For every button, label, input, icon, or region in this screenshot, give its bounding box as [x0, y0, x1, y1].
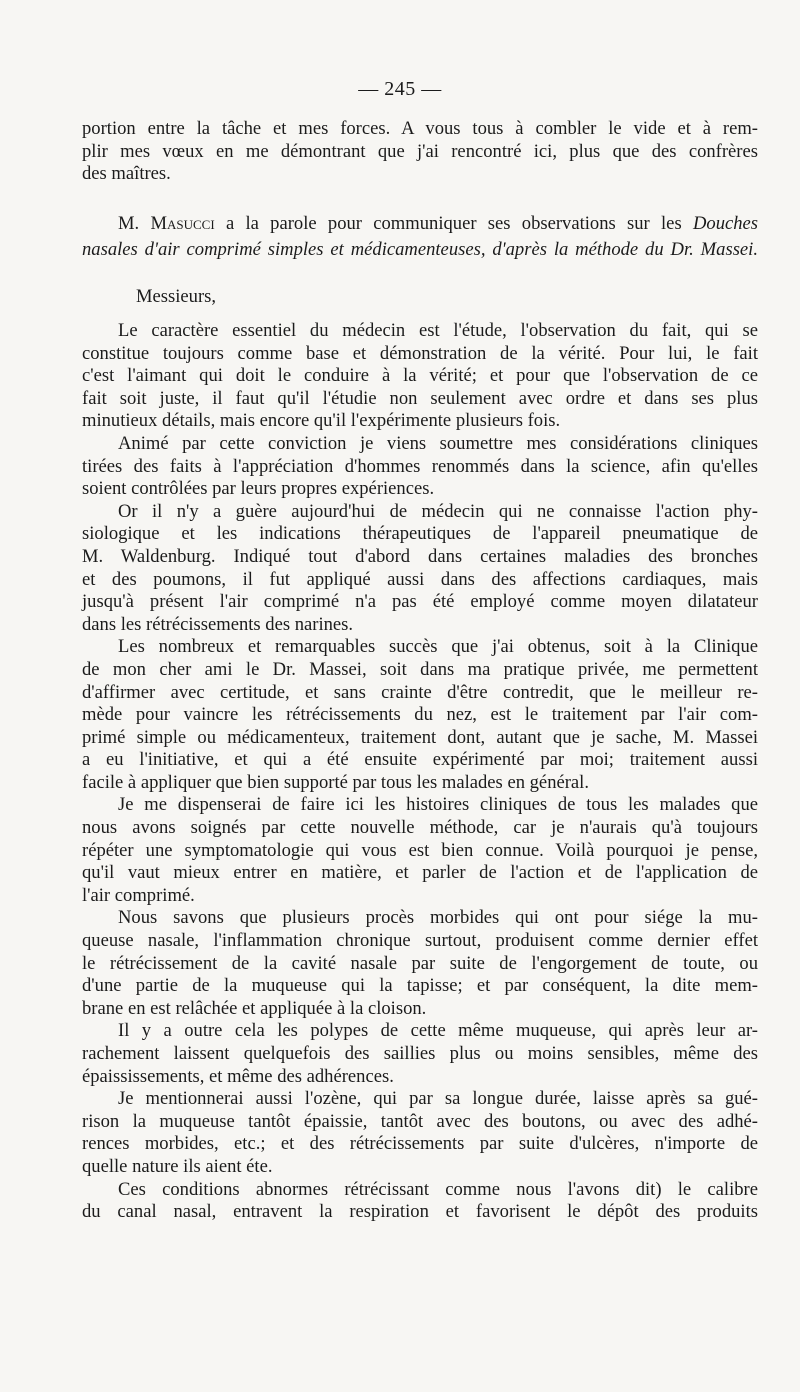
- text-line: d'affirmer avec certitude, et sans crainte d'être contredit, que le meilleur re-: [82, 681, 758, 703]
- text-line: du canal nasal, entravent la respiration et favorisent le dépôt des produits: [82, 1201, 758, 1223]
- text-line: portion entre la tâche et mes forces. A vous tous à combler le vide et à rem-: [82, 118, 758, 139]
- text-line: constitue toujours comme base et démonstration de la vérité. Pour lui, le fait: [82, 342, 758, 364]
- text-line: tirées des faits à l'appréciation d'hommes renommés dans la science, afin qu'elles: [82, 455, 758, 477]
- text-line: épaississements, et même des adhérences.: [82, 1065, 394, 1087]
- heading-title-end: nasales d'air comprimé simples et médicamenteuses, d'après la méthode du Dr. Massei.: [82, 239, 758, 260]
- section-heading: [82, 211, 758, 263]
- text-line: Le caractère essentiel du médecin est l'étude, l'observation du fait, qui se: [118, 320, 758, 341]
- page-number: — 245 —: [358, 78, 442, 100]
- speaker-prefix: M.: [118, 213, 140, 234]
- text-line: Je me dispenserai de faire ici les histoires cliniques de tous les malades que: [118, 794, 758, 816]
- text-line: jusqu'à présent l'air comprimé n'a pas été employé comme moyen dilatateur: [82, 591, 758, 613]
- salutation-block: [82, 286, 758, 309]
- text-line: quelle nature ils aient éte.: [82, 1155, 273, 1177]
- text-line: Je mentionnerai aussi l'ozène, qui par sa longue durée, laisse après sa gué-: [118, 1088, 758, 1110]
- body-text: [82, 320, 758, 1224]
- text-line: Les nombreux et remarquables succès que j'ai obtenus, soit à la Clinique: [118, 636, 758, 658]
- text-line: plir mes vœux en me démontrant que j'ai rencontré ici, plus que des confrères: [82, 140, 758, 162]
- text-line: rison la muqueuse tantôt épaissie, tantôt avec des boutons, ou avec des adhé-: [82, 1110, 758, 1132]
- heading-line-1: [82, 211, 758, 237]
- text-line: minutieux détails, mais encore qu'il l'expérimente plusieurs fois.: [82, 410, 561, 432]
- salutation: Messieurs,: [136, 286, 217, 307]
- text-line: siologique et les indications thérapeutiques de l'appareil pneumatique de: [82, 523, 758, 545]
- text-line: c'est l'aimant qui doit le conduire à la vérité; et pour que l'observation de ce: [82, 365, 758, 387]
- text-line: M. Waldenburg. Indiqué tout d'abord dans certaines maladies des bronches: [82, 545, 758, 567]
- speaker-name: Masucci: [150, 213, 215, 234]
- text-line: nous avons soignés par cette nouvelle méthode, car je n'aurais qu'à toujours: [82, 817, 758, 839]
- text-line: queuse nasale, l'inflammation chronique surtout, produisent comme dernier effet: [82, 930, 758, 952]
- text-line: facile à appliquer que bien supporté par tous les malades en général.: [82, 771, 589, 793]
- text-line: brane en est relâchée et appliquée à la cloison.: [82, 997, 427, 1019]
- text-line: rences morbides, etc.; et des rétrécissements par suite d'ulcères, n'importe de: [82, 1133, 758, 1155]
- text-line: l'air comprimé.: [82, 884, 195, 906]
- heading-text: a la parole pour communiquer ses observations sur les: [225, 213, 682, 234]
- text-line: répéter une symptomatologie qui vous est bien connue. Voilà pourquoi je pense,: [82, 839, 758, 861]
- text-line: Animé par cette conviction je viens soumettre mes considérations cliniques: [118, 432, 758, 454]
- text-line: rachement laissent quelquefois des saillies plus ou moins sensibles, même des: [82, 1043, 758, 1064]
- text-line: Il y a outre cela les polypes de cette même muqueuse, qui après leur ar-: [118, 1020, 758, 1042]
- text-line: qu'il vaut mieux entrer en matière, et parler de l'action et de l'application de: [82, 862, 758, 884]
- text-line: primé simple ou médicamenteux, traitement dont, autant que je sache, M. Massei: [82, 726, 758, 748]
- text-line: Or il n'y a guère aujourd'hui de médecin qui ne connaisse l'action phy-: [118, 500, 758, 522]
- text-line: des maîtres.: [82, 163, 171, 185]
- text-line: le rétrécissement de la cavité nasale par suite de l'engorgement de toute, ou: [82, 952, 758, 974]
- text-line: d'une partie de la muqueuse qui la tapisse; et par conséquent, la dite mem-: [82, 975, 758, 997]
- text-line: mède pour vaincre les rétrécissements du nez, est le traitement par l'air com-: [82, 704, 758, 726]
- intro-paragraph: [82, 118, 758, 186]
- heading-title-start: Douches: [692, 213, 759, 234]
- text-line: dans les rétrécissements des narines.: [82, 613, 354, 635]
- text-line: et des poumons, il fut appliqué aussi dans des affections cardiaques, mais: [82, 568, 758, 590]
- text-line: soient contrôlées par leurs propres expériences.: [82, 478, 435, 500]
- text-line: de mon cher ami le Dr. Massei, soit dans ma pratique privée, me permettent: [82, 658, 758, 680]
- text-line: a eu l'initiative, et qui a été ensuite expérimenté par moi; traitement aussi: [82, 749, 758, 771]
- text-line: Ces conditions abnormes rétrécissant comme nous l'avons dit) le calibre: [118, 1178, 758, 1200]
- text-line: fait soit juste, il faut qu'il l'étudie non seulement avec ordre et dans ses plus: [82, 387, 758, 409]
- text-line: Nous savons que plusieurs procès morbides qui ont pour siége la mu-: [118, 907, 758, 929]
